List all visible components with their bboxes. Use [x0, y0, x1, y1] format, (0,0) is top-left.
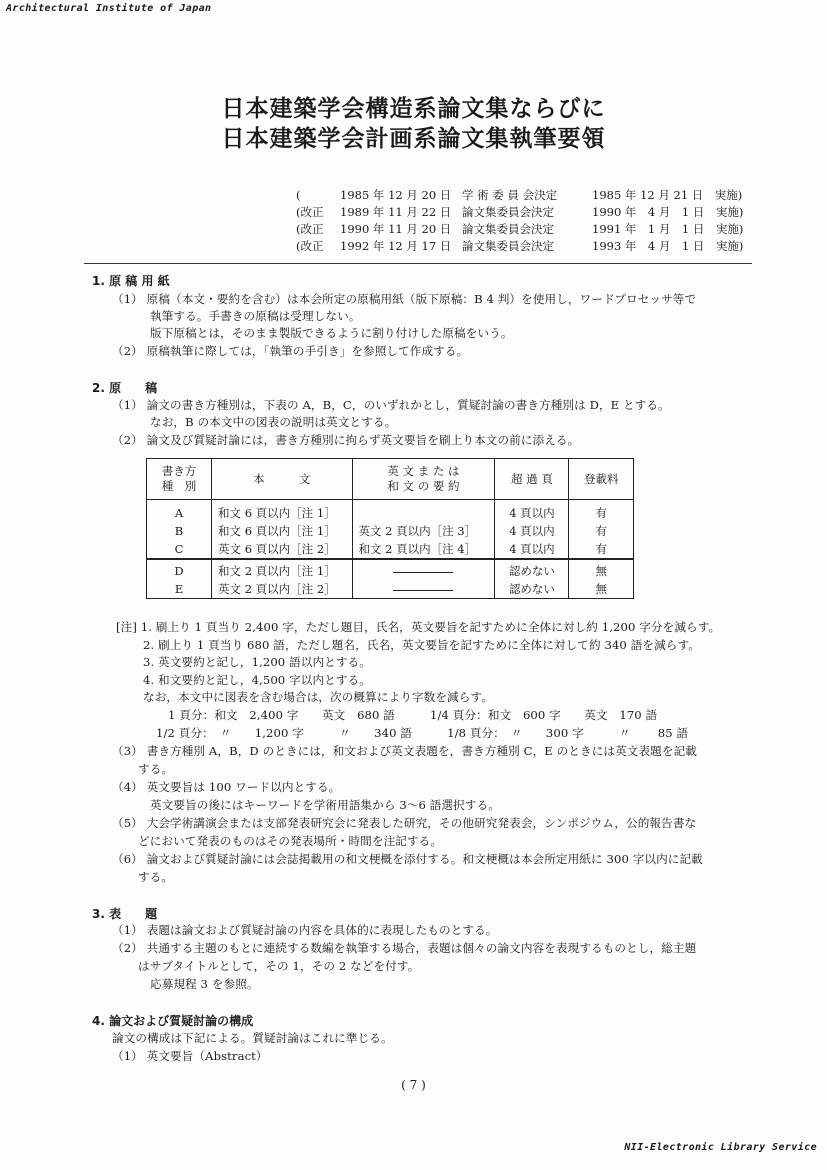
history-committee: 学 術 委 員 会決定 [462, 187, 558, 202]
section-3-heading: 3. 表 題 [92, 907, 158, 921]
history-row [296, 237, 747, 254]
table-cell: 有 [569, 540, 634, 559]
table-cell: B [147, 522, 212, 540]
note-5: なお，本文中に図表を含む場合は，次の概算により字数を減らす。 [143, 690, 493, 704]
library-footer: NII-Electronic Library Service [624, 1142, 817, 1153]
table-cell: A [147, 500, 212, 523]
note-3: 3. 英文要約と記し，1,200 語以内とする。 [143, 655, 371, 669]
table-cell: 4 頁以内 [495, 522, 569, 540]
para-2-2: （2） 論文及び質疑討論には，書き方種別に拘らず英文要旨を刷上り本文の前に添える。 [112, 433, 580, 447]
title-line-2: 日本建築学会計画系論文集執筆要領 [221, 126, 606, 152]
para-3-2a: （2） 共通する主題のもとに連続する数編を執筆する場合，表題は個々の論文内容を表現するものとし，総主題 [112, 941, 697, 955]
history-row [296, 203, 747, 220]
table-cell: 有 [569, 522, 634, 540]
table-cell: D [147, 559, 212, 580]
para-2-6b: する。 [138, 870, 174, 884]
section-4-heading: 4. 論文および質疑討論の構成 [92, 1014, 254, 1028]
table-row [147, 522, 634, 540]
revision-history [296, 186, 747, 254]
history-date: 1990 年 11 月 20 日 [340, 221, 452, 236]
history-date: 1989 年 11 月 22 日 [340, 204, 452, 219]
history-label: (改正 [296, 204, 324, 219]
dash-line [393, 572, 453, 573]
para-2-5a: （5） 大会学術講演会または支部発表研究会に発表した研究，その他研究発表会，シンポジウム，公的報告書な [112, 816, 697, 830]
para-4-0: 論文の構成は下記による。質疑討論はこれに準じる。 [112, 1031, 393, 1045]
section-2-heading: 2. 原 稿 [92, 381, 158, 395]
para-1-1b: 執筆する。手書きの原稿は受理しない。 [150, 309, 361, 323]
table-cell: 和文 2 頁以内［注 4］ [352, 540, 495, 559]
history-row [296, 186, 747, 203]
format-table [146, 458, 634, 599]
table-cell: 英文 2 頁以内［注 3］ [352, 522, 495, 540]
para-3-1: （1） 表題は論文および質疑討論の内容を具体的に表現したものとする。 [112, 923, 498, 937]
dash-line [393, 590, 453, 591]
para-2-4a: （4） 英文要旨は 100 ワード以内とする。 [112, 780, 341, 794]
table-cell: 認めない [495, 559, 569, 580]
table-cell: 4 頁以内 [495, 540, 569, 559]
table-header: 本 文 [212, 459, 352, 500]
history-impl: 1993 年 4 月 1 日 実施) [592, 238, 744, 253]
table-row [147, 580, 634, 599]
table-row [147, 500, 634, 523]
para-2-5b: どにおいて発表のものはその発表場所・時間を注記する。 [138, 834, 443, 848]
table-cell [352, 500, 495, 523]
note-6: 1 頁分：和文 2,400 字 英文 680 語 1/4 頁分：和文 600 字 英文 170 語 [168, 708, 658, 722]
note-2: 2. 刷上り 1 頁当り 680 語，ただし題名，氏名，英文要旨を記すために全体に対して約 340 語を減らす。 [143, 638, 700, 652]
table-cell: 和文 6 頁以内［注 1］ [212, 522, 352, 540]
table-cell [352, 559, 495, 580]
title-line-1: 日本建築学会構造系論文集ならびに [221, 96, 606, 122]
table-cell: 4 頁以内 [495, 500, 569, 523]
table-cell [352, 580, 495, 599]
table-row [147, 559, 634, 580]
history-committee: 論文集委員会決定 [462, 221, 554, 236]
archive-header: Architectural Institute of Japan [6, 3, 212, 14]
note-1: [注] 1. 刷上り 1 頁当り 2,400 字，ただし題目，氏名，英文要旨を記すために全体に対し約 1,200 字分を減らす。 [116, 620, 721, 634]
para-2-4b: 英文要旨の後にはキーワードを学術用語集から 3～6 語選択する。 [150, 798, 500, 812]
note-4: 4. 和文要約と記し，4,500 字以内とする。 [143, 673, 371, 687]
para-1-1c: 版下原稿とは，そのまま製版できるように割り付けした原稿をいう。 [150, 326, 513, 340]
para-2-3b: する。 [138, 762, 174, 776]
history-label: (改正 [296, 221, 324, 236]
history-impl: 1990 年 4 月 1 日 実施) [592, 204, 744, 219]
note-7: 1/2 頁分： 〃 1,200 字 〃 340 語 1/8 頁分： 〃 300 字 〃 85 語 [156, 726, 689, 740]
history-impl: 1985 年 12 月 21 日 実施) [592, 187, 743, 202]
table-header: 英 文 ま た は 和 文 の 要 約 [352, 459, 495, 500]
table-cell: 無 [569, 559, 634, 580]
para-4-1: （1） 英文要旨（Abstract） [112, 1049, 268, 1063]
section-1-heading: 1. 原 稿 用 紙 [92, 274, 170, 288]
table-cell: C [147, 540, 212, 559]
para-2-6a: （6） 論文および質疑討論には会誌掲載用の和文梗概を添付する。和文梗概は本会所定用紙に 300 字以内に記載 [112, 852, 703, 866]
history-committee: 論文集委員会決定 [462, 238, 554, 253]
table-header: 書き方 種 別 [147, 459, 212, 500]
para-1-2: （2） 原稿執筆に際しては，「執筆の手引き」を参照して作成する。 [112, 344, 469, 358]
table-cell: E [147, 580, 212, 599]
history-row [296, 220, 747, 237]
table-header: 登載料 [569, 459, 634, 500]
table-cell: 有 [569, 500, 634, 523]
history-date: 1985 年 12 月 20 日 [340, 187, 452, 202]
history-date: 1992 年 12 月 17 日 [340, 238, 452, 253]
table-cell: 無 [569, 580, 634, 599]
table-cell: 英文 6 頁以内［注 2］ [212, 540, 352, 559]
history-label: ( [296, 187, 301, 202]
page-number: ( 7 ) [401, 1078, 426, 1092]
table-cell: 英文 2 頁以内［注 2］ [212, 580, 352, 599]
table-cell: 認めない [495, 580, 569, 599]
table-header: 超 過 頁 [495, 459, 569, 500]
table-row [147, 540, 634, 559]
para-2-1a: （1） 論文の書き方種別は，下表の A，B，C，のいずれかとし，質疑討論の書き方種別は D，E とする。 [112, 398, 670, 412]
history-committee: 論文集委員会決定 [462, 204, 554, 219]
history-label: (改正 [296, 238, 324, 253]
history-impl: 1991 年 1 月 1 日 実施) [592, 221, 744, 236]
para-2-1b: なお，B の本文中の図表の説明は英文とする。 [150, 415, 397, 429]
para-1-1a: （1） 原稿（本文・要約を含む）は本会所定の原稿用紙（版下原稿：B 4 判）を使用し，ワードプロセッサ等で [112, 292, 697, 306]
para-2-3a: （3） 書き方種別 A，B，D のときには，和文および英文表題を，書き方種別 C，E のときには英文表題を記載 [112, 744, 697, 758]
table-cell: 和文 6 頁以内［注 1］ [212, 500, 352, 523]
table-cell: 和文 2 頁以内［注 1］ [212, 559, 352, 580]
divider [84, 263, 752, 264]
para-3-2c: 応募規程 3 を参照。 [150, 977, 259, 991]
para-3-2b: はサブタイトルとして，その 1，その 2 などを付す。 [138, 959, 420, 973]
